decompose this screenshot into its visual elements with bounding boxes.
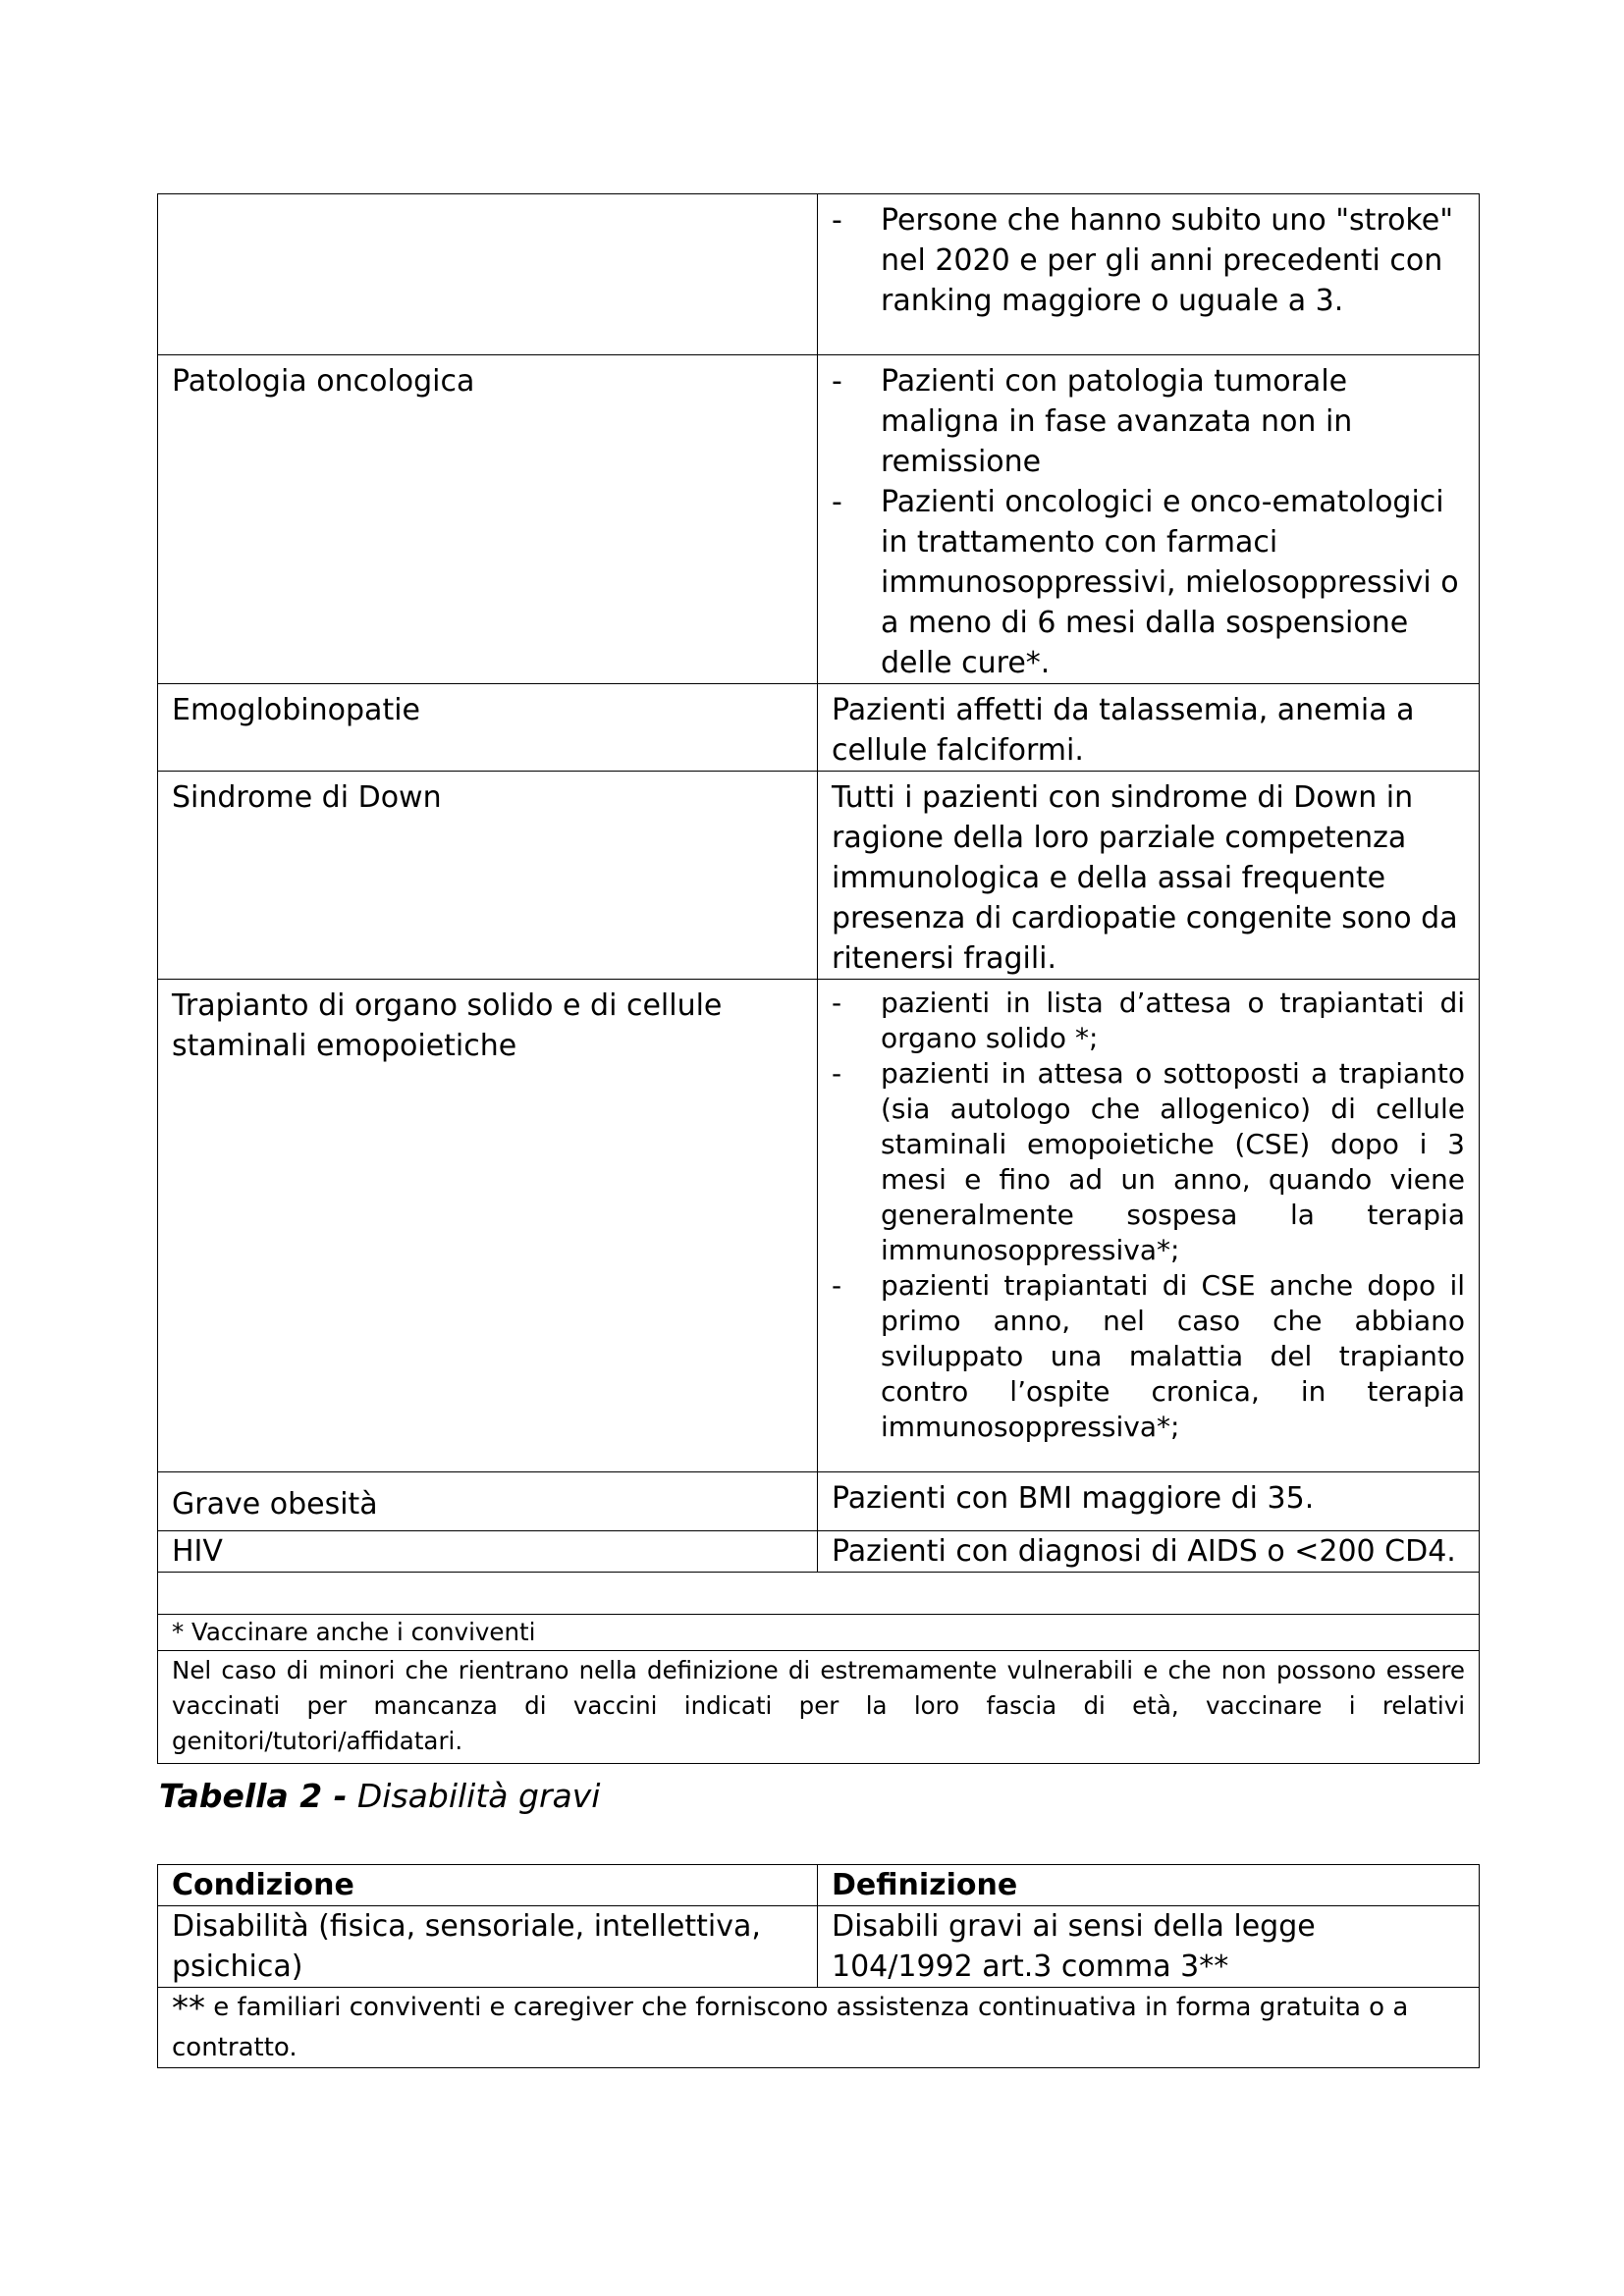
vulnerability-table <box>157 193 1480 1764</box>
list-item-text: Persone che hanno subito uno "stroke" nel 2020 e per gli anni precedenti con ranking maggiore o uguale a 3. <box>881 203 1453 318</box>
condition-cell: Trapianto di organo solido e di cellule staminali emopoietiche <box>158 980 818 1472</box>
list-item <box>832 986 1465 1056</box>
list-item <box>832 361 1465 482</box>
dash-marker: - <box>832 364 842 399</box>
table-row <box>158 1988 1480 2068</box>
definition-list <box>832 986 1465 1445</box>
table-row <box>158 194 1480 355</box>
footnote-stars: ** <box>172 1989 205 2028</box>
dash-marker: - <box>832 1057 842 1090</box>
table-row <box>158 1573 1480 1615</box>
empty-cell <box>158 1573 1480 1615</box>
list-item <box>832 1268 1465 1445</box>
table-row <box>158 1472 1480 1531</box>
condition-cell: HIV <box>158 1531 818 1573</box>
definition-cell: Pazienti con BMI maggiore di 35. <box>818 1472 1480 1531</box>
dash-marker: - <box>832 987 842 1019</box>
footnote-text: e familiari conviventi e caregiver che forniscono assistenza continuativa in forma gratuita o a contratto. <box>172 1993 1409 2062</box>
list-item-text: Pazienti con patologia tumorale maligna in fase avanzata non in remissione <box>881 364 1353 479</box>
definition-cell: Tutti i pazienti con sindrome di Down in ragione della loro parziale competenza immunologica e della assai frequente presenza di cardiopatie congenite sono da ritenersi fragili. <box>818 772 1480 980</box>
list-item <box>832 482 1465 683</box>
list-item-text: pazienti in lista d’attesa o trapiantati di organo solido *; <box>881 987 1465 1054</box>
table-row <box>158 1651 1480 1764</box>
definition-cell: Pazienti con diagnosi di AIDS o <200 CD4. <box>818 1531 1480 1573</box>
condition-cell: Sindrome di Down <box>158 772 818 980</box>
footnote-caregivers <box>158 1988 1480 2068</box>
table-row <box>158 772 1480 980</box>
table-row <box>158 684 1480 772</box>
footnote-convivents: * Vaccinare anche i conviventi <box>158 1615 1480 1651</box>
definition-cell <box>818 980 1480 1472</box>
table-row <box>158 1615 1480 1651</box>
condition-cell: Disabilità (fisica, sensoriale, intellettiva, psichica) <box>158 1906 818 1988</box>
column-header-definition: Definizione <box>818 1865 1480 1906</box>
table-row <box>158 1531 1480 1573</box>
disability-table <box>157 1864 1480 2068</box>
column-header-condition: Condizione <box>158 1865 818 1906</box>
condition-cell: Grave obesità <box>158 1472 818 1531</box>
footnote-minors: Nel caso di minori che rientrano nella definizione di estremamente vulnerabili e che non possono essere vaccinati per mancanza di vaccini indicati per la loro fascia di età, vaccinare i relativi genitori/tutori/affidatari. <box>158 1651 1480 1764</box>
list-item <box>832 200 1465 321</box>
list-item-text: pazienti trapiantati di CSE anche dopo il primo anno, nel caso che abbiano sviluppato una malattia del trapianto contro l’ospite cronica, in terapia immunosoppressiva*; <box>881 1269 1465 1443</box>
list-item-text: Pazienti oncologici e onco-ematologici in trattamento con farmaci immunosoppressivi, mielosoppressivi o a meno di 6 mesi dalla sospensione delle cure*. <box>881 485 1459 680</box>
condition-cell: Emoglobinopatie <box>158 684 818 772</box>
dash-marker: - <box>832 485 842 519</box>
dash-marker: - <box>832 203 842 238</box>
definition-cell <box>818 194 1480 355</box>
table-header-row <box>158 1865 1480 1906</box>
table-row <box>158 980 1480 1472</box>
table-row <box>158 355 1480 684</box>
table-row <box>158 1906 1480 1988</box>
list-item <box>832 1056 1465 1268</box>
caption-title: Disabilità gravi <box>347 1777 601 1815</box>
condition-cell <box>158 194 818 355</box>
definition-cell <box>818 355 1480 684</box>
caption-label: Tabella 2 - <box>159 1777 348 1815</box>
dash-marker: - <box>832 1269 842 1302</box>
definition-cell: Pazienti affetti da talassemia, anemia a cellule falciformi. <box>818 684 1480 772</box>
table-caption <box>159 1777 600 1815</box>
list-item-text: pazienti in attesa o sottoposti a trapianto (sia autologo che allogenico) di cellule staminali emopoietiche (CSE) dopo i 3 mesi e fino ad un anno, quando viene generalmente sospesa la terapia immunosoppressiva*; <box>881 1057 1465 1266</box>
definition-list <box>832 361 1465 683</box>
condition-cell: Patologia oncologica <box>158 355 818 684</box>
definition-list <box>832 200 1465 321</box>
definition-cell: Disabili gravi ai sensi della legge 104/1992 art.3 comma 3** <box>818 1906 1480 1988</box>
